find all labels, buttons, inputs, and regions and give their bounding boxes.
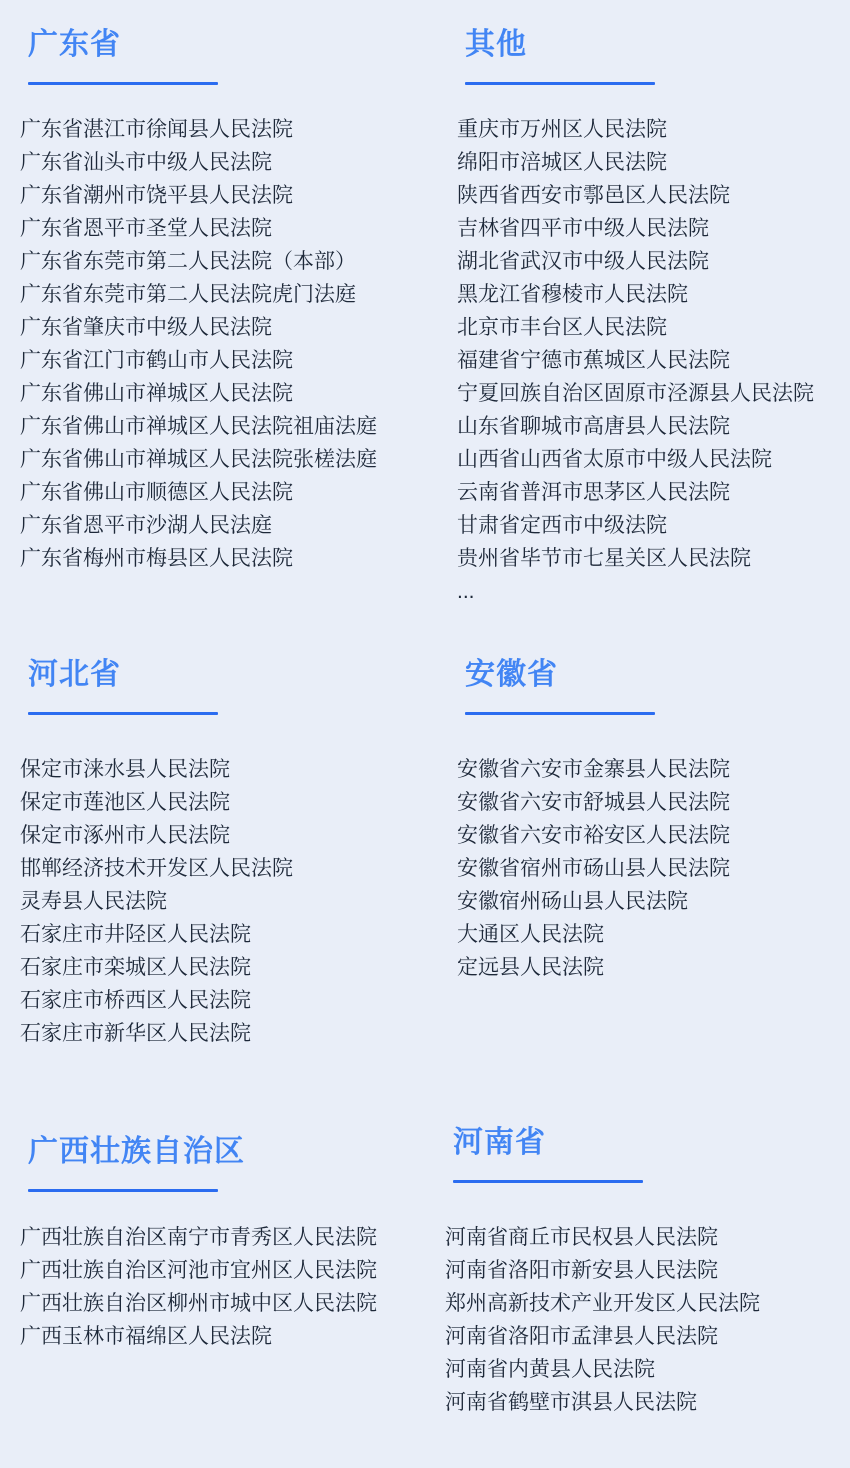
section-divider bbox=[453, 1180, 643, 1183]
court-list-item: 北京市丰台区人民法院 bbox=[457, 316, 667, 339]
court-list-item: 云南省普洱市思茅区人民法院 bbox=[457, 481, 730, 504]
court-list-item: 广东省东莞市第二人民法院虎门法庭 bbox=[20, 283, 356, 306]
court-list-item: 广西壮族自治区南宁市青秀区人民法院 bbox=[20, 1226, 377, 1249]
court-list-item: 石家庄市桥西区人民法院 bbox=[20, 989, 251, 1012]
section-divider bbox=[465, 712, 655, 715]
court-list-item: 广东省汕头市中级人民法院 bbox=[20, 151, 272, 174]
court-list-henan bbox=[445, 1221, 850, 1419]
section-anhui bbox=[457, 660, 850, 1128]
court-list-item: 广东省梅州市梅县区人民法院 bbox=[20, 547, 293, 570]
section-hebei bbox=[20, 660, 457, 1128]
court-list-item: 安徽省六安市舒城县人民法院 bbox=[457, 791, 730, 814]
section-title-hebei: 河北省 bbox=[28, 658, 121, 691]
section-divider bbox=[28, 1189, 218, 1192]
court-list-anhui bbox=[457, 753, 850, 984]
court-list-item: 广东省江门市鹤山市人民法院 bbox=[20, 349, 293, 372]
section-divider bbox=[465, 82, 655, 85]
court-list-item: 保定市莲池区人民法院 bbox=[20, 791, 230, 814]
court-list-item: 灵寿县人民法院 bbox=[20, 890, 167, 913]
court-list-item: 保定市涞水县人民法院 bbox=[20, 758, 230, 781]
section-guangxi bbox=[20, 1128, 457, 1468]
court-list-item: 广东省潮州市饶平县人民法院 bbox=[20, 184, 293, 207]
section-other bbox=[457, 30, 850, 660]
court-list-item: 湖北省武汉市中级人民法院 bbox=[457, 250, 709, 273]
court-list-item: 黑龙江省穆棱市人民法院 bbox=[457, 283, 688, 306]
section-title-guangdong: 广东省 bbox=[28, 28, 121, 61]
court-list-hebei bbox=[20, 753, 457, 1050]
court-list-item: 绵阳市涪城区人民法院 bbox=[457, 151, 667, 174]
section-divider bbox=[28, 712, 218, 715]
court-list-item: 广东省东莞市第二人民法院（本部） bbox=[20, 250, 356, 273]
court-list-item: 保定市涿州市人民法院 bbox=[20, 824, 230, 847]
court-list-item: 广西壮族自治区河池市宜州区人民法院 bbox=[20, 1259, 377, 1282]
court-list-item: 安徽宿州砀山县人民法院 bbox=[457, 890, 688, 913]
section-title-henan: 河南省 bbox=[453, 1126, 546, 1159]
court-list-item: 河南省洛阳市新安县人民法院 bbox=[445, 1259, 718, 1282]
court-list-item: 广西玉林市福绵区人民法院 bbox=[20, 1325, 272, 1348]
court-list-item: ... bbox=[457, 580, 475, 603]
court-list-item: 甘肃省定西市中级法院 bbox=[457, 514, 667, 537]
court-list-item: 邯郸经济技术开发区人民法院 bbox=[20, 857, 293, 880]
court-list-item: 广东省佛山市禅城区人民法院祖庙法庭 bbox=[20, 415, 377, 438]
court-list-item: 吉林省四平市中级人民法院 bbox=[457, 217, 709, 240]
section-title-other: 其他 bbox=[465, 28, 527, 61]
court-list-item: 广东省佛山市顺德区人民法院 bbox=[20, 481, 293, 504]
court-list-item: 河南省鹤壁市淇县人民法院 bbox=[445, 1391, 697, 1414]
court-list-item: 山西省山西省太原市中级人民法院 bbox=[457, 448, 772, 471]
court-list-item: 福建省宁德市蕉城区人民法院 bbox=[457, 349, 730, 372]
court-list-item: 安徽省宿州市砀山县人民法院 bbox=[457, 857, 730, 880]
court-list-item: 安徽省六安市裕安区人民法院 bbox=[457, 824, 730, 847]
section-title-anhui: 安徽省 bbox=[465, 658, 558, 691]
section-henan bbox=[445, 1128, 850, 1468]
court-list-item: 广东省恩平市沙湖人民法庭 bbox=[20, 514, 272, 537]
court-list-item: 贵州省毕节市七星关区人民法院 bbox=[457, 547, 751, 570]
court-list-item: 广东省恩平市圣堂人民法院 bbox=[20, 217, 272, 240]
section-guangdong bbox=[20, 30, 457, 660]
court-list-item: 广东省佛山市禅城区人民法院张槎法庭 bbox=[20, 448, 377, 471]
court-list-item: 广东省肇庆市中级人民法院 bbox=[20, 316, 272, 339]
court-list-item: 河南省洛阳市孟津县人民法院 bbox=[445, 1325, 718, 1348]
court-list-other bbox=[457, 113, 850, 608]
court-list-guangxi bbox=[20, 1221, 457, 1353]
court-list-item: 重庆市万州区人民法院 bbox=[457, 118, 667, 141]
section-title-guangxi: 广西壮族自治区 bbox=[28, 1135, 245, 1168]
court-list-item: 陕西省西安市鄠邑区人民法院 bbox=[457, 184, 730, 207]
court-list-item: 河南省商丘市民权县人民法院 bbox=[445, 1226, 718, 1249]
court-list-item: 广东省湛江市徐闻县人民法院 bbox=[20, 118, 293, 141]
court-list-guangdong bbox=[20, 113, 457, 575]
court-list-item: 郑州高新技术产业开发区人民法院 bbox=[445, 1292, 760, 1315]
court-list-item: 大通区人民法院 bbox=[457, 923, 604, 946]
court-list-item: 石家庄市新华区人民法院 bbox=[20, 1022, 251, 1045]
court-list-item: 宁夏回族自治区固原市泾源县人民法院 bbox=[457, 382, 814, 405]
court-list-item: 山东省聊城市高唐县人民法院 bbox=[457, 415, 730, 438]
court-list-item: 石家庄市栾城区人民法院 bbox=[20, 956, 251, 979]
court-list-item: 广西壮族自治区柳州市城中区人民法院 bbox=[20, 1292, 377, 1315]
court-list-item: 定远县人民法院 bbox=[457, 956, 604, 979]
section-divider bbox=[28, 82, 218, 85]
court-list-item: 安徽省六安市金寨县人民法院 bbox=[457, 758, 730, 781]
court-list-item: 广东省佛山市禅城区人民法院 bbox=[20, 382, 293, 405]
court-list-item: 石家庄市井陉区人民法院 bbox=[20, 923, 251, 946]
court-list-item: 河南省内黄县人民法院 bbox=[445, 1358, 655, 1381]
